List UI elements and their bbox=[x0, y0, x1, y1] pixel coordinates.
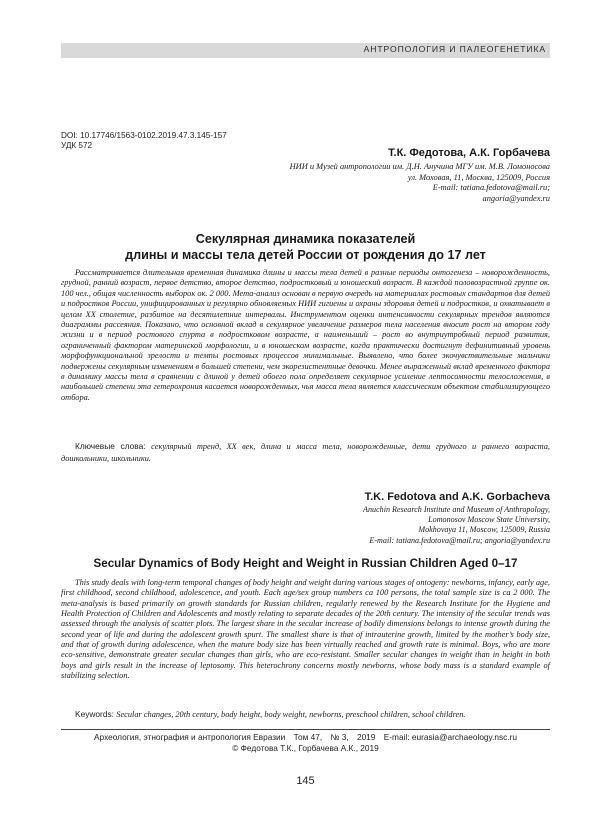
keywords-ru-label: Ключевые слова: bbox=[75, 441, 146, 451]
affiliation-ru-line: E-mail: tatiana.fedotova@mail.ru; bbox=[432, 183, 550, 193]
keywords-en-text: Secular changes, 20th century, body height, body weight, newborns, preschool children, school children. bbox=[116, 710, 466, 719]
journal-year: 2019 bbox=[356, 732, 376, 742]
footer-divider bbox=[61, 729, 550, 730]
footer-journal-line bbox=[61, 732, 550, 742]
abstract-en: This study deals with long-term temporal changes of body height and weight during various stages of ontogeny: newborns, infancy, early age, first childhood, second childhood, adolescence, and youth. Each age/sex group numbers ca 100 persons, the total sample size is ca 2 000. The meta-analysis is based primarily on growth standards for Russian children, regularly renewed by the Research Institute for the Hygiene and Health Protection of Children and Adolescents and mostly relating to separate decades of the 20th century. The intensity of the secular trends was assessed through the analysis of scatter plots. The largest share in the secular increase of bodily dimensions belongs to intense growth during the second year of life and during the adolescent growth spurt. The smallest share is that of intrauterine growth, limited by the mother’s body size, and that of growth during adolescence, when the mature body size has been virtually reached and growth rate is minimal. Boys, who are more eco-sensitive, demonstrate greater secular changes than girls, who are eco-resistant. Smaller secular changes in weight than in height in both boys and girls result in the increase of leptosomy. This heterochrony concerns mostly newborns, whose body mass is a standard example of stabilizing selection. bbox=[61, 578, 550, 681]
section-title: АНТРОПОЛОГИЯ И ПАЛЕОГЕНЕТИКА bbox=[363, 44, 546, 54]
article-title-ru bbox=[61, 231, 550, 263]
authors-ru: Т.К. Федотова, А.К. Горбачева bbox=[388, 147, 550, 159]
affiliation-en bbox=[230, 505, 550, 546]
affiliation-en-line: Lomonosov Moscow State University, bbox=[428, 515, 550, 525]
affiliation-ru bbox=[210, 162, 550, 204]
page-number: 145 bbox=[296, 775, 315, 787]
affiliation-en-line: E-mail: tatiana.fedotova@mail.ru; angoria@yandex.ru bbox=[369, 535, 550, 545]
article-meta bbox=[61, 131, 227, 151]
journal-issue: № 3, bbox=[330, 732, 349, 742]
article-title-en: Secular Dynamics of Body Height and Weight in Russian Children Aged 0–17 bbox=[93, 557, 518, 570]
journal-volume: Том 47, bbox=[293, 732, 323, 742]
affiliation-ru-line: ул. Моховая, 11, Москва, 125009, Россия bbox=[407, 172, 550, 182]
journal-name: Археология, этнография и антропология Евразии bbox=[94, 732, 286, 742]
title-ru-line-2: длины и массы тела детей России от рождения до 17 лет bbox=[125, 248, 486, 262]
abstract-ru: Рассматривается длительная временная динамика длины и массы тела детей в разные периоды онтогенеза – новорожденность, грудной, ранний возраст, первое детство, второе детство, подростковый и юношеский возраст. В каждой половозрастной группе ок. 100 чел., общая численность выборок ок. 2 000. Мета-анализ основан в первую очередь на материалах ростовых стандартов для детей и подростков России, унифицированных и регулярно обновляемых НИИ гигиены и охраны здоровья детей и подростков, и охватывает в целом ХХ столетие, разбитое на десятилетние интервалы. Инструментом оценки интенсивности секулярных трендов являются диаграммы рассеяния. Показано, что основной вклад в секулярное увеличение размеров тела населения вносит рост на втором году жизни и в период ростового спурта в подростковом возрасте, а наименьший – рост во внутриутробный период развития, ограниченный фактором материнской морфологии, и в юношеском возрасте, когда практически достигнут дефинитивный уровень морфофункциональной зрелости и темпы ростовых процессов минимальные. Выявлено, что более экочувствительные мальчики подвержены секулярным изменениям в большей степени, чем экорезистентные девочки. Менее выраженный вклад временного фактора в динамику массы тела в сравнении с длиной у детей обоего пола определяет секулярное усиление лептосомности телосложения, в наибольшей степени эта гетерохрония касается новорожденных, чья масса тела является классическим объектом стабилизирующего отбора. bbox=[61, 268, 550, 402]
keywords-en bbox=[61, 709, 550, 721]
keywords-ru-text: секулярный тренд, ХХ век, длина и масса тела, новорожденные, дети грудного и раннего возраста, дошкольники, школьники. bbox=[61, 442, 550, 463]
affiliation-en-line: Anuchin Research Institute and Museum of Anthropology, bbox=[363, 505, 550, 514]
title-ru-line-1: Секулярная динамика показателей bbox=[195, 232, 416, 246]
affiliation-en-line: Mokhovaya 11, Moscow, 125009, Russia bbox=[418, 525, 550, 535]
copyright: © Федотова Т.К., Горбачева А.К., 2019 bbox=[232, 743, 379, 753]
section-header-band bbox=[61, 43, 550, 58]
affiliation-ru-line: angoria@yandex.ru bbox=[482, 193, 550, 203]
affiliation-ru-line: НИИ и Музей антропологии им. Д.Н. Анучина МГУ им. М.В. Ломоносова bbox=[289, 162, 550, 171]
keywords-en-label: Keywords: bbox=[75, 709, 114, 719]
journal-email: E-mail: eurasia@archaeology.nsc.ru bbox=[383, 732, 517, 742]
keywords-ru bbox=[61, 441, 550, 464]
udc-code: УДК 572 bbox=[61, 141, 93, 150]
doi: DOI: 10.17746/1563-0102.2019.47.3.145-157 bbox=[61, 131, 227, 140]
authors-en: T.K. Fedotova and A.K. Gorbacheva bbox=[364, 491, 550, 503]
